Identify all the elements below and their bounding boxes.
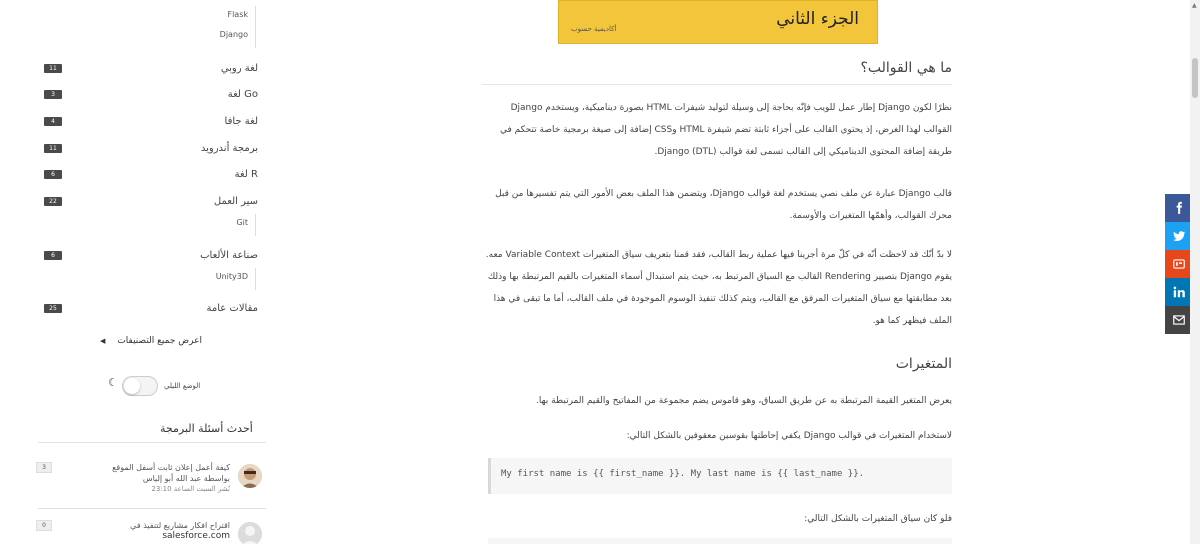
category-label[interactable]: Git	[236, 218, 248, 227]
divider	[482, 84, 952, 85]
count-badge: 6	[44, 170, 62, 179]
category-label[interactable]: مقالات عامة	[206, 303, 258, 314]
category-workflow[interactable]	[44, 193, 258, 215]
code-block	[488, 538, 952, 544]
category-java[interactable]	[44, 113, 258, 135]
article-banner	[558, 0, 878, 44]
category-label[interactable]: صناعة الألعاب	[200, 250, 258, 261]
divider	[255, 268, 256, 290]
category-label[interactable]: لغة جافا	[224, 116, 258, 127]
envelope-icon	[1172, 313, 1186, 327]
category-ruby[interactable]	[44, 60, 258, 82]
question-item[interactable]	[34, 462, 266, 498]
facebook-share-button[interactable]	[1165, 194, 1192, 222]
toggle-knob[interactable]	[124, 378, 140, 394]
paragraph: فلو كان سياق المتغيرات بالشكل التالي:	[804, 514, 952, 524]
section-heading: ما هي القوالب؟	[860, 60, 952, 76]
divider	[255, 214, 256, 236]
category-django[interactable]	[36, 26, 256, 48]
sidebar	[0, 0, 300, 544]
linkedin-share-button[interactable]	[1165, 278, 1192, 306]
category-r[interactable]	[44, 166, 258, 188]
category-label[interactable]: لغة Go	[227, 89, 258, 100]
questions-heading: أحدث أسئلة البرمجة	[160, 422, 253, 435]
answers-count-badge: 3	[36, 462, 52, 473]
night-mode-label: الوضع الليلي	[164, 382, 201, 390]
count-badge: 3	[44, 90, 62, 99]
night-mode-toggle[interactable]	[122, 376, 158, 396]
blogger-share-button[interactable]	[1165, 250, 1192, 278]
count-badge: 6	[44, 251, 62, 260]
count-badge: 11	[44, 144, 62, 153]
question-text	[130, 520, 230, 542]
count-badge: 22	[44, 197, 62, 206]
category-label[interactable]: لغة روبي	[220, 63, 258, 74]
category-label[interactable]: لغة R	[234, 169, 258, 180]
question-author[interactable]: بواسطة عبد الله أبو إلياس	[142, 474, 230, 483]
scrollbar-thumb[interactable]	[1192, 58, 1198, 98]
paragraph: قالب Django عبارة عن ملف نصي يستخدم لغة قوالب Django، ويتضمن هذا الملف بعض الأمور التي يتم تفسيرها من قبل محرك القوالب، وأهمّها المتغيرات والأوسمة.	[495, 189, 952, 221]
question-item[interactable]	[34, 520, 266, 544]
share-bar	[1165, 194, 1192, 334]
night-mode-control[interactable]	[108, 374, 208, 398]
category-label[interactable]: سير العمل	[213, 196, 258, 207]
category-label[interactable]: Unity3D	[215, 272, 248, 281]
linkedin-icon	[1172, 285, 1186, 299]
divider	[38, 442, 266, 443]
code-block	[488, 458, 952, 494]
question-title[interactable]: اقتراح افكار مشاريع لتنفيذ في	[130, 521, 230, 530]
banner-logo: أكاديمية حسوب	[571, 25, 617, 33]
scrollbar[interactable]	[1190, 0, 1200, 544]
category-git[interactable]	[36, 214, 256, 236]
category-label[interactable]: برمجة أندرويد	[200, 143, 258, 154]
twitter-icon	[1172, 229, 1186, 243]
category-flask[interactable]	[36, 6, 256, 28]
paragraph: نظرًا لكون Django إطار عمل للويب فإنّه بحاجة إلى وسيلة لتوليد شيفرات HTML بصورة ديناميكية، ويستخدم Django القوالب لهذا الغرض، إذ يحتوي القالب على أجزاء ثابتة تضم شيفرة HTML وCSS إضافة إلى صيغة برمجية خاصة تتحكم في طريقة إضافة المحتوى الديناميكي إلى القالب تسمى لغة قوالب Django (DTL).	[499, 103, 952, 157]
code-text: My first name is {{ first_name }}. My last name is {{ last_name }}.	[501, 469, 865, 479]
blogger-icon	[1172, 257, 1186, 271]
facebook-icon	[1172, 201, 1186, 215]
divider	[255, 26, 256, 48]
article	[480, 0, 955, 544]
count-badge: 25	[44, 304, 62, 313]
category-general[interactable]	[44, 300, 258, 322]
show-all-label[interactable]: اعرض جميع التصنيفات	[117, 336, 202, 346]
moon-icon: ☾	[108, 376, 118, 389]
count-badge: 11	[44, 64, 62, 73]
question-time: نُشر السبت الساعة 23:10	[151, 485, 230, 493]
divider	[255, 6, 256, 28]
avatar[interactable]	[238, 522, 262, 544]
divider	[38, 508, 266, 509]
paragraph: لاستخدام المتغيرات في قوالب Django يكفي إحاطتها بقوسين معقوفين بالشكل التالي:	[626, 431, 952, 441]
question-title[interactable]: كيفة أعمل إعلان ثابت أسفل الموقع	[112, 463, 230, 472]
scroll-up-icon[interactable]: ▲	[1192, 2, 1197, 9]
category-label[interactable]: Flask	[227, 10, 248, 19]
paragraph: لا بدّ أنّك قد لاحظت أنّه في كلّ مرة أجرينا فيها عملية ربط القالب، فقد قمنا بتعريف سياق المتغيرات Variable Context معه. يقوم Django بتصيير Rendering القالب مع السياق المرتبط به، حيث يتم استبدال أسماء المتغيرات بالقيم المرتبطة بها وذلك بعد مطابقتها مع سياق المتغيرات المرفق مع القالب، ويتم كذلك تنفيذ الوسوم الموجودة في ملف القالب، أما ما تبقى في هذا الملف فيظهر كما هو.	[485, 250, 952, 326]
category-games[interactable]	[44, 247, 258, 269]
email-share-button[interactable]	[1165, 306, 1192, 334]
banner-title: الجزء الثاني	[776, 9, 859, 29]
category-android[interactable]	[44, 140, 258, 162]
category-unity3d[interactable]	[36, 268, 256, 290]
twitter-share-button[interactable]	[1165, 222, 1192, 250]
avatar[interactable]	[238, 464, 262, 488]
count-badge: 4	[44, 117, 62, 126]
question-text	[112, 462, 230, 495]
category-label[interactable]: Django	[219, 30, 248, 39]
category-go[interactable]	[44, 86, 258, 108]
show-all-categories-link[interactable]	[100, 336, 210, 350]
answers-count-badge: 0	[36, 520, 52, 531]
question-author[interactable]: salesforce.com	[162, 531, 230, 541]
paragraph: يعرض المتغير القيمة المرتبطة به عن طريق السياق، وهو قاموس يضم مجموعة من المفاتيح والقيم المرتبطة بها.	[536, 396, 952, 406]
caret-left-icon: ◀	[100, 337, 106, 345]
section-heading: المتغيرات	[895, 356, 952, 372]
